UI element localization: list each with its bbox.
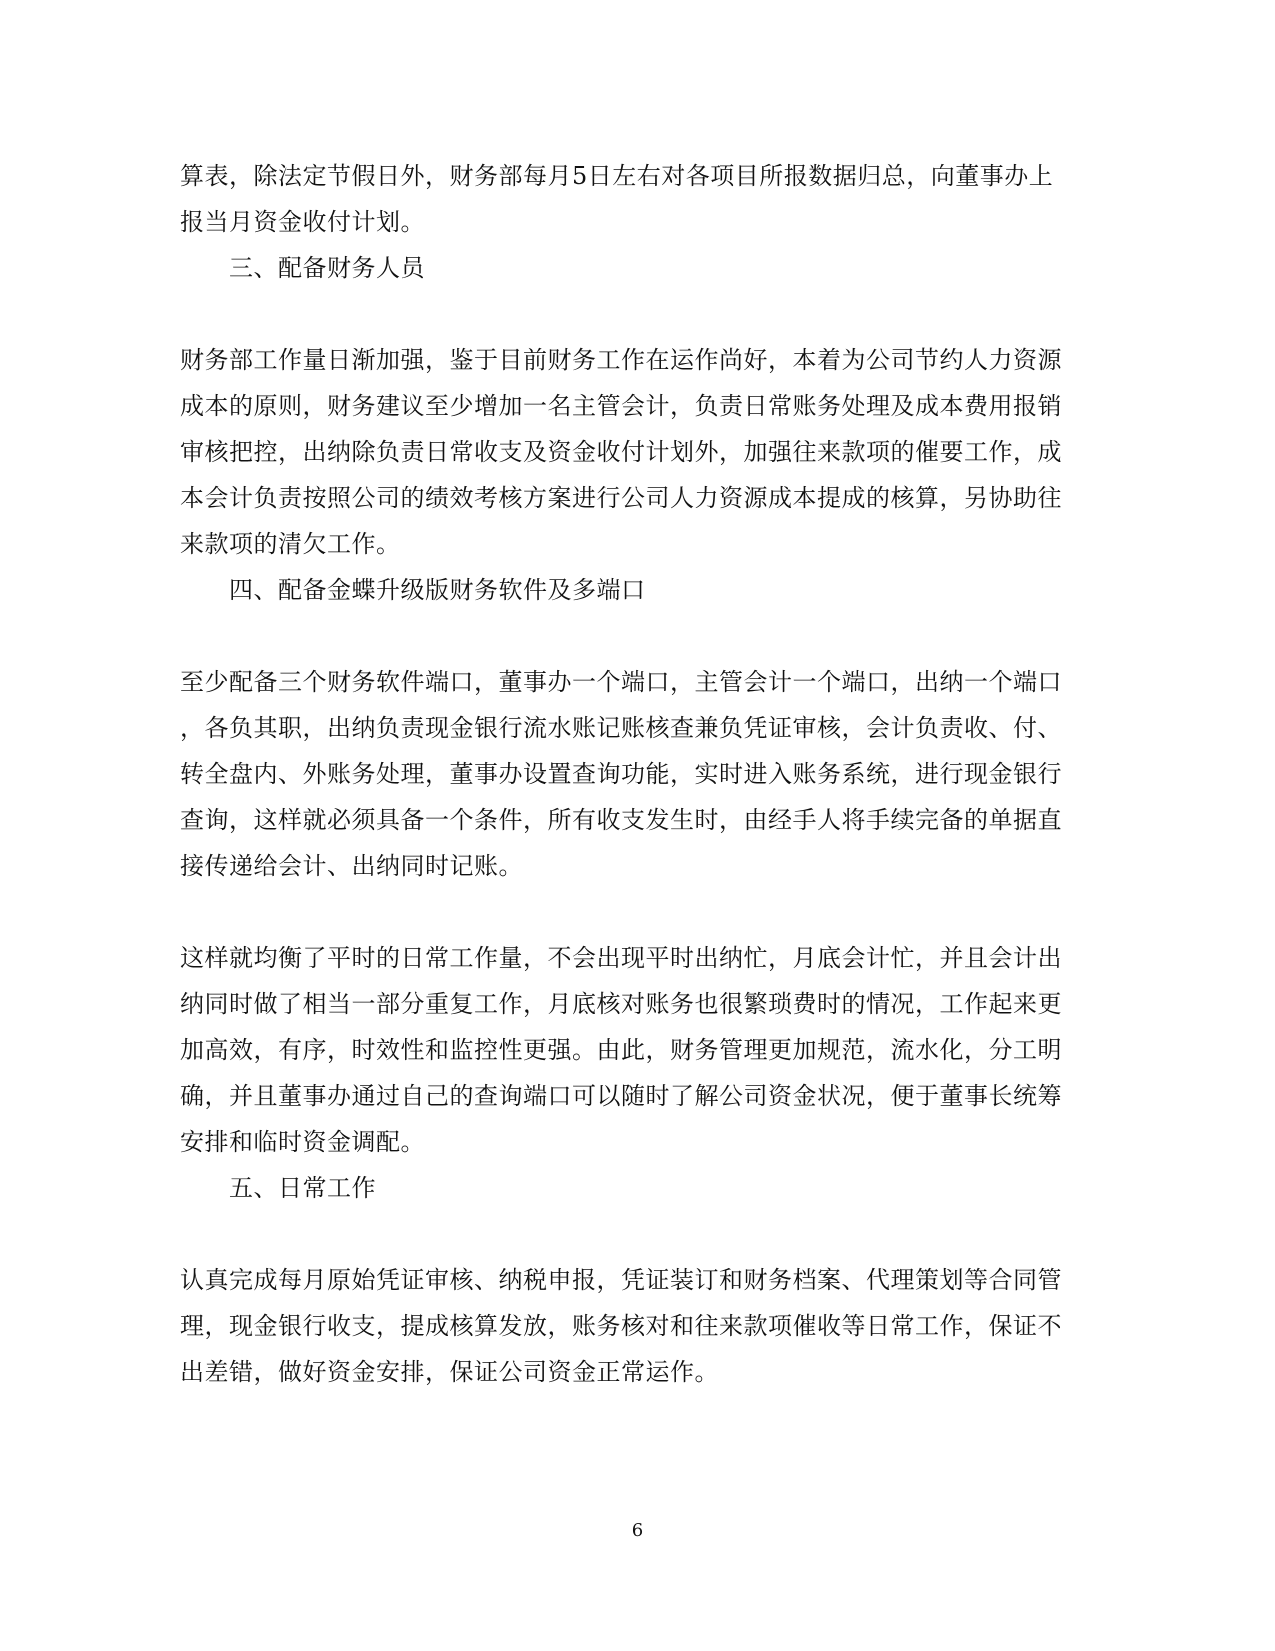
paragraph-line: 至少配备三个财务软件端口，董事办一个端口，主管会计一个端口，出纳一个端口	[180, 668, 1062, 696]
paragraph-line: 审核把控，出纳除负责日常收支及资金收付计划外，加强往来款项的催要工作，成	[180, 438, 1062, 466]
paragraph-line: 这样就均衡了平时的日常工作量，不会出现平时出纳忙，月底会计忙，并且会计出	[180, 944, 1062, 972]
section-heading-3: 三、配备财务人员	[229, 254, 425, 282]
paragraph-line: 出差错，做好资金安排，保证公司资金正常运作。	[180, 1358, 719, 1386]
page-number: 6	[631, 1520, 644, 1541]
paragraph-line: 认真完成每月原始凭证审核、纳税申报，凭证装订和财务档案、代理策划等合同管	[180, 1266, 1062, 1294]
paragraph-line: 本会计负责按照公司的绩效考核方案进行公司人力资源成本提成的核算，另协助往	[180, 484, 1062, 512]
paragraph-line: 成本的原则，财务建议至少增加一名主管会计，负责日常账务处理及成本费用报销	[180, 392, 1062, 420]
paragraph-line: 查询，这样就必须具备一个条件，所有收支发生时，由经手人将手续完备的单据直	[180, 806, 1062, 834]
paragraph-line: 安排和临时资金调配。	[180, 1128, 425, 1156]
paragraph-line: 纳同时做了相当一部分重复工作，月底核对账务也很繁琐费时的情况，工作起来更	[180, 990, 1062, 1018]
paragraph-line: 理，现金银行收支，提成核算发放，账务核对和往来款项催收等日常工作，保证不	[180, 1312, 1062, 1340]
paragraph-line: 确，并且董事办通过自己的查询端口可以随时了解公司资金状况，便于董事长统筹	[180, 1082, 1062, 1110]
paragraph-line: 接传递给会计、出纳同时记账。	[180, 852, 523, 880]
section-heading-4: 四、配备金蝶升级版财务软件及多端口	[229, 576, 646, 604]
paragraph-line: 来款项的清欠工作。	[180, 530, 401, 558]
paragraph-line: 算表，除法定节假日外，财务部每月5日左右对各项目所报数据归总，向董事办上	[180, 162, 1054, 190]
paragraph-line: 转全盘内、外账务处理，董事办设置查询功能，实时进入账务系统，进行现金银行	[180, 760, 1062, 788]
paragraph-line: ，各负其职，出纳负责现金银行流水账记账核查兼负凭证审核，会计负责收、付、	[180, 714, 1062, 742]
paragraph-line: 加高效，有序，时效性和监控性更强。由此，财务管理更加规范，流水化，分工明	[180, 1036, 1062, 1064]
paragraph-line: 财务部工作量日渐加强，鉴于目前财务工作在运作尚好，本着为公司节约人力资源	[180, 346, 1062, 374]
section-heading-5: 五、日常工作	[229, 1174, 376, 1202]
paragraph-line: 报当月资金收付计划。	[180, 208, 425, 236]
